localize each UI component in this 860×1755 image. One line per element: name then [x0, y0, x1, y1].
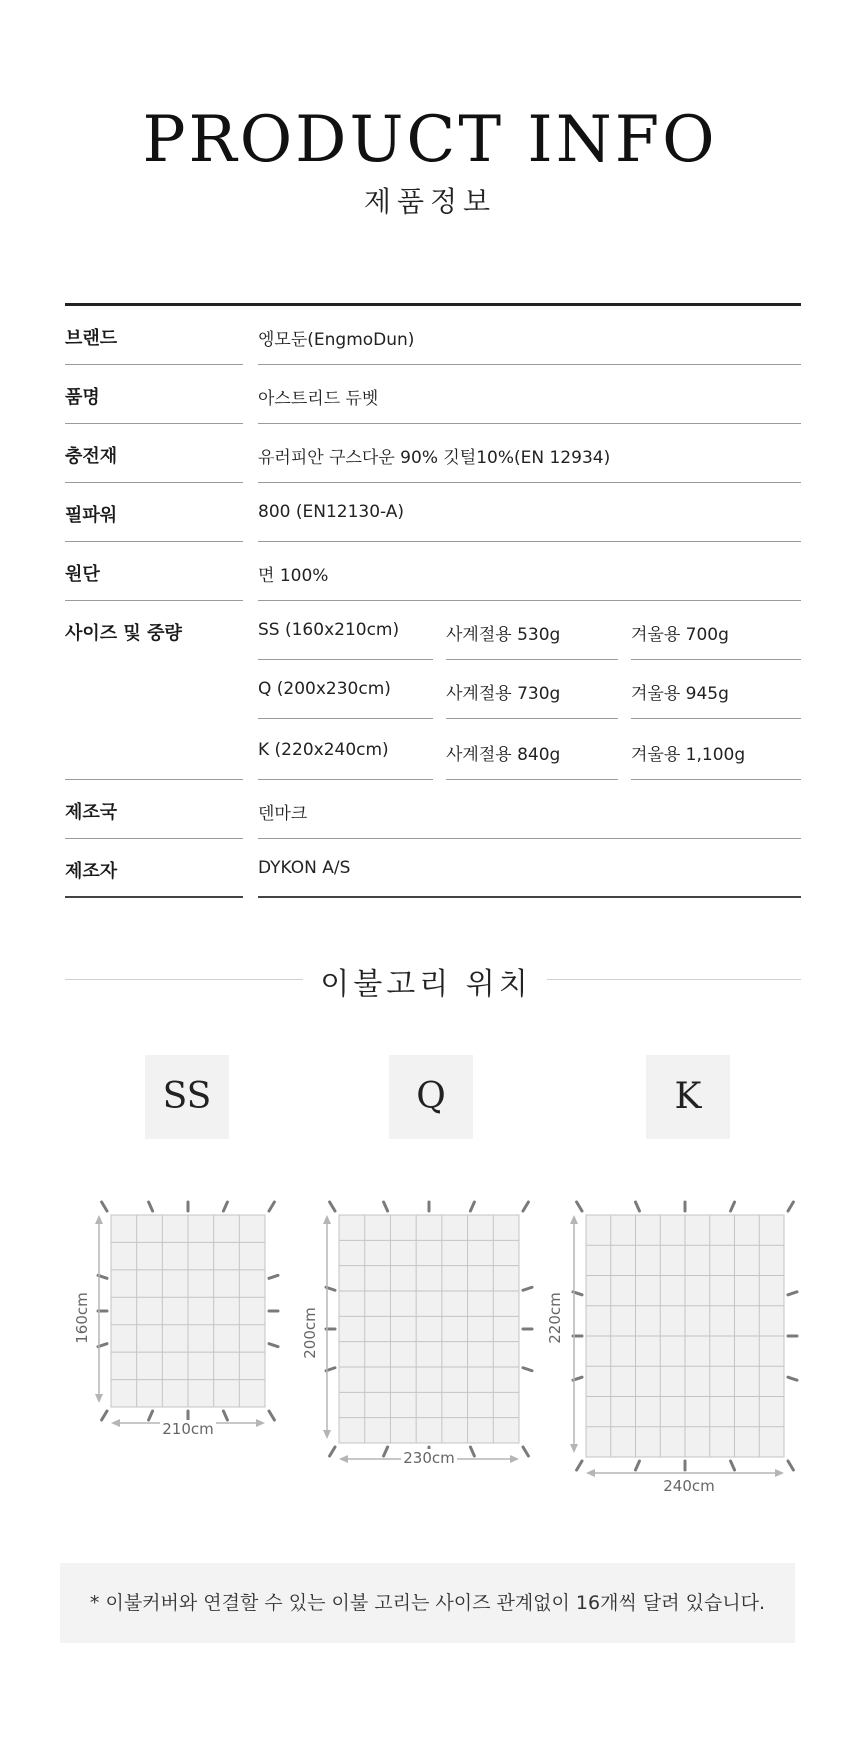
loop-mark [269, 1275, 278, 1278]
info-label: 필파워 [65, 483, 243, 542]
info-value: 엥모둔(EngmoDun) [258, 306, 801, 365]
loop-mark [635, 1202, 639, 1211]
loop-mark [523, 1447, 528, 1456]
arrow-head [570, 1444, 578, 1453]
loop-mark [223, 1202, 227, 1211]
info-label: 제조국 [65, 780, 243, 839]
size-name: K (220x240cm) [258, 719, 433, 780]
info-value: 덴마크 [258, 780, 801, 839]
loop-mark [269, 1411, 274, 1420]
loop-mark [269, 1344, 278, 1347]
loop-mark [788, 1377, 797, 1380]
loop-mark [149, 1202, 153, 1211]
loop-mark [731, 1202, 735, 1211]
loop-mark [223, 1411, 227, 1420]
winter-weight: 겨울용 945g [631, 660, 801, 719]
width-label-ss: 210cm [162, 1420, 214, 1438]
loop-mark [523, 1368, 532, 1371]
info-label: 브랜드 [65, 306, 243, 365]
height-label-k: 220cm [546, 1292, 564, 1344]
loop-mark [269, 1202, 274, 1211]
size-name: Q (200x230cm) [258, 660, 433, 719]
arrow-head [95, 1394, 103, 1403]
size-badge-q: Q [389, 1055, 473, 1139]
loop-notice: * 이불커버와 연결할 수 있는 이불 고리는 사이즈 관계없이 16개씩 달려 있습니다. [60, 1563, 795, 1643]
info-label: 사이즈 및 중량 [65, 601, 243, 780]
size-badge-ss: SS [145, 1055, 229, 1139]
all-season-weight: 사계절용 840g [446, 719, 618, 780]
loop-mark [523, 1287, 532, 1290]
info-label: 충전재 [65, 424, 243, 483]
page-title: PRODUCT INFO [142, 103, 718, 177]
loop-mark [788, 1292, 797, 1295]
info-label: 제조자 [65, 839, 243, 898]
arrow-head [323, 1430, 331, 1439]
size-badge-k: K [646, 1055, 730, 1139]
loop-mark [577, 1202, 582, 1211]
arrow-head [586, 1469, 595, 1477]
loop-mark [384, 1202, 388, 1211]
info-value: 800 (EN12130-A) [258, 483, 801, 542]
arrow-head [323, 1215, 331, 1224]
page-subtitle: 제품정보 [363, 185, 497, 218]
loop-mark [330, 1202, 335, 1211]
duvet-body [339, 1215, 519, 1443]
info-value: 아스트리드 듀벳 [258, 365, 801, 424]
arrow-head [111, 1419, 120, 1427]
size-name: SS (160x210cm) [258, 601, 433, 660]
section-title: 이불고리 위치 [320, 967, 532, 1002]
arrow-head [570, 1215, 578, 1224]
winter-weight: 겨울용 700g [631, 601, 801, 660]
info-label: 원단 [65, 542, 243, 601]
loop-mark [523, 1202, 528, 1211]
width-label-k: 240cm [663, 1477, 715, 1495]
loop-mark [330, 1447, 335, 1456]
loop-mark [470, 1202, 474, 1211]
loop-mark [384, 1447, 388, 1456]
all-season-weight: 사계절용 530g [446, 601, 618, 660]
info-value: 면 100% [258, 542, 801, 601]
width-label-q: 230cm [403, 1449, 455, 1467]
loop-mark [635, 1461, 639, 1470]
loop-mark [470, 1447, 474, 1456]
info-label: 품명 [65, 365, 243, 424]
info-value: DYKON A/S [258, 839, 801, 898]
loop-mark [102, 1202, 107, 1211]
loop-mark [577, 1461, 582, 1470]
all-season-weight: 사계절용 730g [446, 660, 618, 719]
height-label-ss: 160cm [73, 1292, 91, 1344]
loop-mark [731, 1461, 735, 1470]
loop-mark [788, 1461, 793, 1470]
height-label-q: 200cm [301, 1307, 319, 1359]
arrow-head [339, 1455, 348, 1463]
arrow-head [510, 1455, 519, 1463]
info-value: 유러피안 구스다운 90% 깃털10%(EN 12934) [258, 424, 801, 483]
loop-mark [149, 1411, 153, 1420]
winter-weight: 겨울용 1,100g [631, 719, 801, 780]
arrow-head [256, 1419, 265, 1427]
loop-mark [788, 1202, 793, 1211]
loop-mark [102, 1411, 107, 1420]
arrow-head [775, 1469, 784, 1477]
arrow-head [95, 1215, 103, 1224]
